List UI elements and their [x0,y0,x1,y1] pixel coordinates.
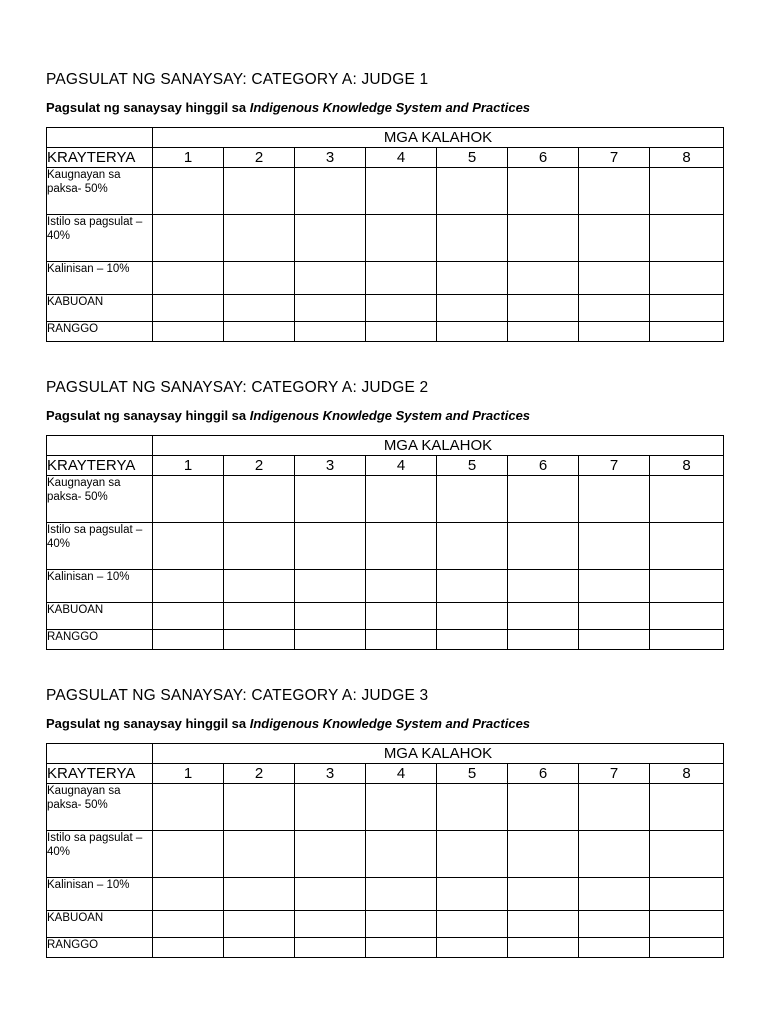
score-cell [366,784,437,831]
criterion-label: Istilo sa pagsulat – 40% [47,215,153,262]
rubric-table [46,743,724,958]
score-cell [437,262,508,295]
score-cell [295,911,366,938]
table-row [47,630,724,650]
score-cell [224,911,295,938]
score-cell [295,630,366,650]
score-cell [437,878,508,911]
score-cell [295,570,366,603]
score-cell [224,938,295,958]
participant-header: 4 [366,456,437,476]
score-cell [579,603,650,630]
participant-header: 5 [437,456,508,476]
subtitle-plain: Pagsulat ng sanaysay hinggil sa [46,100,250,115]
score-cell [579,784,650,831]
table-row [47,938,724,958]
participant-header: 2 [224,764,295,784]
score-cell [437,168,508,215]
score-cell [224,878,295,911]
criterion-label: Kaugnayan sa paksa- 50% [47,168,153,215]
score-cell [508,523,579,570]
score-cell [579,523,650,570]
subtitle-plain: Pagsulat ng sanaysay hinggil sa [46,716,250,731]
score-cell [650,168,724,215]
score-cell [579,630,650,650]
score-cell [153,476,224,523]
participant-header: 7 [579,764,650,784]
participant-header: 1 [153,148,224,168]
table-row [47,603,724,630]
score-cell [224,168,295,215]
section-title: PAGSULAT NG SANAYSAY: CATEGORY A: JUDGE 1 [46,71,429,88]
score-cell [295,168,366,215]
criterion-label: Kalinisan – 10% [47,262,153,295]
score-cell [295,784,366,831]
score-cell [508,168,579,215]
score-cell [224,603,295,630]
score-cell [295,831,366,878]
score-cell [508,831,579,878]
subtitle-italic: Indigenous Knowledge System and Practices [249,716,531,731]
score-cell [295,322,366,342]
subtitle-plain: Pagsulat ng sanaysay hinggil sa [46,408,250,423]
table-row [47,911,724,938]
section-subtitle [46,716,722,732]
score-cell [437,938,508,958]
section-subtitle [46,100,722,116]
score-cell [579,878,650,911]
score-cell [224,262,295,295]
criterion-label: Kaugnayan sa paksa- 50% [47,784,153,831]
score-cell [224,630,295,650]
participant-header: 2 [224,456,295,476]
participant-header: 6 [508,456,579,476]
score-cell [224,784,295,831]
participant-header: 5 [437,148,508,168]
score-cell [579,476,650,523]
table-row [47,878,724,911]
blank-corner-cell [47,436,153,456]
score-cell [579,938,650,958]
score-cell [366,630,437,650]
score-cell [508,878,579,911]
score-cell [650,570,724,603]
score-cell [437,570,508,603]
score-cell [153,215,224,262]
table-row [47,322,724,342]
rubric-table [46,127,724,342]
criteria-header: KRAYTERYA [47,148,153,168]
participant-header: 6 [508,764,579,784]
participant-header: 3 [295,764,366,784]
score-cell [579,322,650,342]
score-cell [437,603,508,630]
blank-corner-cell [47,128,153,148]
score-cell [224,322,295,342]
score-cell [579,168,650,215]
score-cell [153,784,224,831]
criterion-label: Istilo sa pagsulat – 40% [47,831,153,878]
score-cell [437,784,508,831]
criterion-label: RANGGO [47,322,153,342]
participant-header: 3 [295,148,366,168]
score-cell [508,938,579,958]
score-cell [650,476,724,523]
criterion-label: KABUOAN [47,295,153,322]
score-cell [508,911,579,938]
criteria-header: KRAYTERYA [47,456,153,476]
participant-header: 8 [650,764,724,784]
score-cell [437,476,508,523]
participant-header: 4 [366,148,437,168]
score-cell [295,262,366,295]
score-cell [295,523,366,570]
score-cell [295,878,366,911]
table-row [47,215,724,262]
score-cell [366,911,437,938]
score-cell [366,570,437,603]
section-title: PAGSULAT NG SANAYSAY: CATEGORY A: JUDGE 2 [46,379,429,396]
score-cell [650,603,724,630]
score-cell [366,603,437,630]
score-cell [650,215,724,262]
participant-header: 2 [224,148,295,168]
subtitle-italic: Indigenous Knowledge System and Practices [249,408,531,423]
criterion-label: RANGGO [47,938,153,958]
participant-header: 7 [579,148,650,168]
score-cell [153,322,224,342]
score-cell [224,295,295,322]
score-cell [437,523,508,570]
score-cell [650,322,724,342]
score-cell [579,215,650,262]
criteria-header: KRAYTERYA [47,764,153,784]
score-cell [508,630,579,650]
score-cell [224,831,295,878]
score-cell [650,831,724,878]
score-cell [650,911,724,938]
table-row [47,784,724,831]
section-subtitle [46,408,722,424]
score-cell [579,570,650,603]
score-cell [153,168,224,215]
score-cell [508,476,579,523]
score-cell [437,322,508,342]
score-cell [366,523,437,570]
score-cell [437,911,508,938]
criterion-label: KABUOAN [47,603,153,630]
rubric-table [46,435,724,650]
participant-header: 1 [153,764,224,784]
score-cell [366,878,437,911]
score-cell [153,262,224,295]
score-cell [295,295,366,322]
table-row [47,831,724,878]
table-row [47,262,724,295]
score-cell [224,570,295,603]
score-cell [366,938,437,958]
score-cell [366,215,437,262]
participant-header: 5 [437,764,508,784]
subtitle-italic: Indigenous Knowledge System and Practices [249,100,531,115]
criterion-label: Kaugnayan sa paksa- 50% [47,476,153,523]
blank-corner-cell [47,744,153,764]
table-row [47,168,724,215]
participant-header: 1 [153,456,224,476]
score-cell [153,878,224,911]
score-cell [508,215,579,262]
score-cell [650,630,724,650]
score-cell [366,476,437,523]
score-cell [508,295,579,322]
score-cell [579,295,650,322]
score-cell [508,570,579,603]
score-cell [153,911,224,938]
score-cell [295,476,366,523]
judge-section-3 [46,687,722,958]
score-cell [153,630,224,650]
table-row [47,476,724,523]
table-row [47,523,724,570]
score-cell [153,831,224,878]
score-cell [153,570,224,603]
participant-header: 7 [579,456,650,476]
group-header: MGA KALAHOK [153,436,724,456]
score-cell [650,784,724,831]
score-cell [650,938,724,958]
score-cell [508,603,579,630]
score-cell [508,784,579,831]
score-cell [153,523,224,570]
score-cell [295,938,366,958]
score-cell [650,262,724,295]
criterion-label: KABUOAN [47,911,153,938]
score-cell [224,215,295,262]
score-cell [437,215,508,262]
group-header: MGA KALAHOK [153,744,724,764]
score-cell [366,295,437,322]
score-cell [437,630,508,650]
score-cell [153,938,224,958]
score-cell [508,322,579,342]
score-cell [224,523,295,570]
criterion-label: RANGGO [47,630,153,650]
participant-header: 6 [508,148,579,168]
score-cell [650,295,724,322]
score-cell [579,911,650,938]
participant-header: 4 [366,764,437,784]
participant-header: 3 [295,456,366,476]
score-cell [650,523,724,570]
score-cell [295,603,366,630]
table-row [47,570,724,603]
score-cell [437,831,508,878]
participant-header: 8 [650,456,724,476]
section-title: PAGSULAT NG SANAYSAY: CATEGORY A: JUDGE 3 [46,687,429,704]
participant-header: 8 [650,148,724,168]
score-cell [153,295,224,322]
score-cell [508,262,579,295]
score-cell [153,603,224,630]
score-cell [366,168,437,215]
score-cell [366,322,437,342]
score-cell [437,295,508,322]
score-cell [295,215,366,262]
criterion-label: Kalinisan – 10% [47,570,153,603]
group-header: MGA KALAHOK [153,128,724,148]
score-cell [650,878,724,911]
score-cell [579,831,650,878]
score-cell [366,262,437,295]
score-cell [224,476,295,523]
criterion-label: Kalinisan – 10% [47,878,153,911]
criterion-label: Istilo sa pagsulat – 40% [47,523,153,570]
table-row [47,295,724,322]
score-cell [579,262,650,295]
score-cell [366,831,437,878]
judge-section-1 [46,71,722,342]
judge-section-2 [46,379,722,650]
